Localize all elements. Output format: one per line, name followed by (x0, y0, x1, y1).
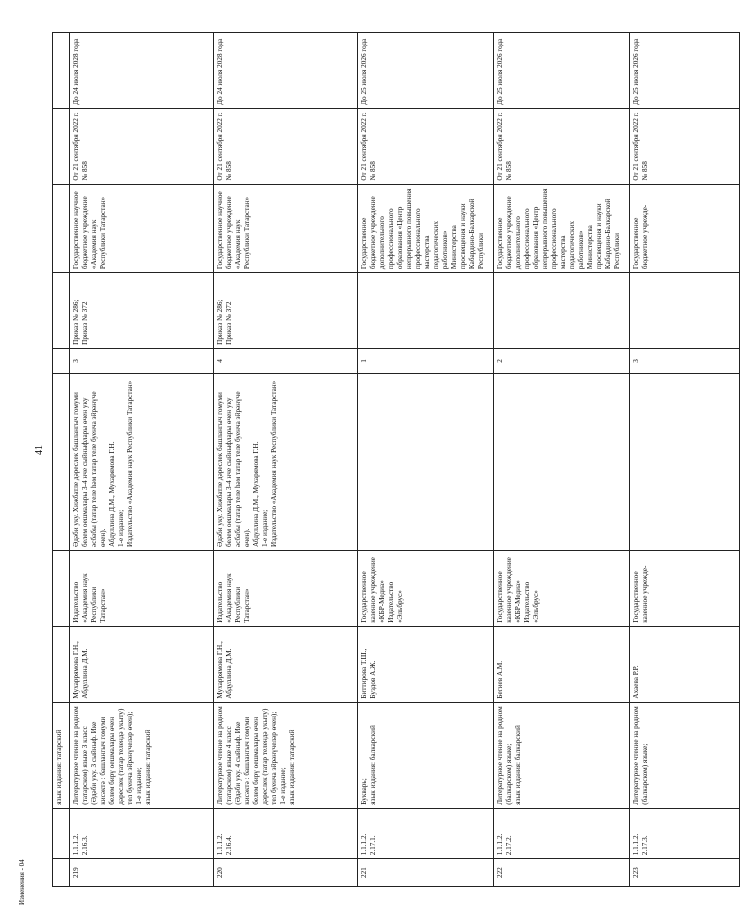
row-grade: 3 (70, 348, 214, 373)
row-index: 222 (494, 859, 630, 887)
row-title: Литературное чтение на родном (балкарском) языке; (630, 702, 740, 808)
row-code: 1.1.1.2. 2.16.3. (70, 808, 214, 859)
row-code: 1.1.1.2. 2.17.1. (358, 808, 494, 859)
row-index: 220 (214, 859, 358, 887)
continuation-text: язык издания: татарский (53, 702, 70, 808)
row-organization: Государственное бюджетное учреждение дополнительного профессионального образования «Центр непрерывного повышения профессионального мастерства педагогических работников» Министерства просвещения и науки Кабардино-Балкарской Республики (358, 184, 494, 272)
row-index: 219 (70, 859, 214, 887)
row-code: 1.1.1.2. 2.17.2. (494, 808, 630, 859)
row-until: До 24 июля 2028 года (70, 33, 214, 109)
row-code: 1.1.1.2. 2.16.4. (214, 808, 358, 859)
row-publisher: Издательство «Академия наук Республики Татарстан» (214, 550, 358, 626)
table-row (358, 33, 494, 887)
row-note: Әдәби уку. Хижбатле дәреслек башлангыч гомуми белем оешмалары 3-4 нче сыйныфлары өчен уку әсбабы (татар теле һәм татар теле буенча эйрәнүче өчен). Абдуллина Д.М., Мухарямова Г.Н. 1-е издание; Издательство «Академия наук Республики Татарстан» (214, 374, 358, 551)
row-order: Приказ № 286; Приказ № 372 (70, 273, 214, 349)
row-grade: 2 (494, 348, 630, 373)
row-date: От 21 сентября 2022 г. № 858 (494, 108, 630, 184)
row-title: Литературное чтение на родном (татарском) языке 3 класс (Әдәби уку. 3 сыйныф. Ике кисәктә : башлангыч гомуми белем бирү оешмалары өчен дәреслек (татар телендә укыту) тел буенча эйрәнүчеләр өчен); 1-е издание; язык издания: татарский (70, 702, 214, 808)
row-publisher: Государственное казенное учрежде- (630, 550, 740, 626)
row-order (494, 273, 630, 349)
row-date: От 21 сентября 2022 г. № 858 (358, 108, 494, 184)
row-title: Литературное чтение на родном (балкарском) языке; язык издания: балкарский (494, 702, 630, 808)
row-date: От 21 сентября 2022 г. № 858 (214, 108, 358, 184)
row-grade: 1 (358, 348, 494, 373)
row-until: До 24 июля 2028 года (214, 33, 358, 109)
row-until: До 25 июля 2026 года (630, 33, 740, 109)
row-order: Приказ № 286; Приказ № 372 (214, 273, 358, 349)
table-row (494, 33, 630, 887)
row-organization: Государственное бюджетное учреждение дополнительного профессионального образования «Центр непрерывного повышения профессионального мастерства педагогических работников» Министерства просвещения и науки Кабардино-Балкарской Республики (494, 184, 630, 272)
row-organization: Государственное научное бюджетное учреждение «Академия наук Республики Татарстан» (70, 184, 214, 272)
page-number: 41 (34, 445, 45, 455)
row-note (630, 374, 740, 551)
table-row (53, 33, 70, 887)
row-note (494, 374, 630, 551)
row-order (630, 273, 740, 349)
registry-table (52, 32, 649, 887)
table-row (630, 33, 740, 887)
row-authors: Биттирова Т.Ш., Буздов А.Ж. (358, 626, 494, 702)
table-row (214, 33, 358, 887)
textbook-table (52, 32, 740, 887)
row-until: До 25 июля 2026 года (494, 33, 630, 109)
row-index: 221 (358, 859, 494, 887)
row-authors: Мухаррямова Г.Н., Абдуллина Д.М. (70, 626, 214, 702)
row-grade: 4 (214, 348, 358, 373)
row-note (358, 374, 494, 551)
table-row (70, 33, 214, 887)
row-date: От 21 сентября 2022 г. № 858 (630, 108, 740, 184)
page-footer: Изменения - 04 (18, 859, 26, 905)
row-publisher: Государственное казенное учреждение «КБР-Медиа» Издательство «Эльбрус» (494, 550, 630, 626)
row-order (358, 273, 494, 349)
row-authors: Мухаррямова Г.Н., Абдуллина Д.М. (214, 626, 358, 702)
row-organization: Государственное научное бюджетное учреждение «Академия наук Республики Татарстан» (214, 184, 358, 272)
row-authors: Бегиев А.М. (494, 626, 630, 702)
row-until: До 25 июля 2026 года (358, 33, 494, 109)
row-publisher: Государственное казенное учреждение «КБР-Медиа» Издательство «Эльбрус» (358, 550, 494, 626)
row-note: Әдәби уку. Хижбатле дәреслек башлангыч гомуми белем оешмалары 3-4 нче сыйныфлары өчен уку әсбабы (татар теле һәм татар теле буенча эйрәнүче өчен). Абдуллина Д.М., Мухарямова Г.Н. 1-е издание; Издательство «Академия наук Республики Татарстан» (70, 374, 214, 551)
row-date: От 21 сентября 2022 г. № 858 (70, 108, 214, 184)
row-index: 223 (630, 859, 740, 887)
row-publisher: Издательство «Академия наук Республики Татарстан» (70, 550, 214, 626)
row-grade: 3 (630, 348, 740, 373)
row-code: 1.1.1.2. 2.17.3. (630, 808, 740, 859)
row-organization: Государственное бюджетное учрежде- (630, 184, 740, 272)
row-authors: Ахаева Р.Р. (630, 626, 740, 702)
row-title: Букварь; язык издания: балкарский (358, 702, 494, 808)
row-title: Литературное чтение на родном (татарском) языке 4 класс (Әдәби уку. 4 сыйныф. Ике кисәктә : башлангыч гомуми белем бирү оешмалары өчен дәреслек (татар телендә укыту) тел буенча эйрәнүчеләр өчен); 1-е издание; язык издания: татарский (214, 702, 358, 808)
